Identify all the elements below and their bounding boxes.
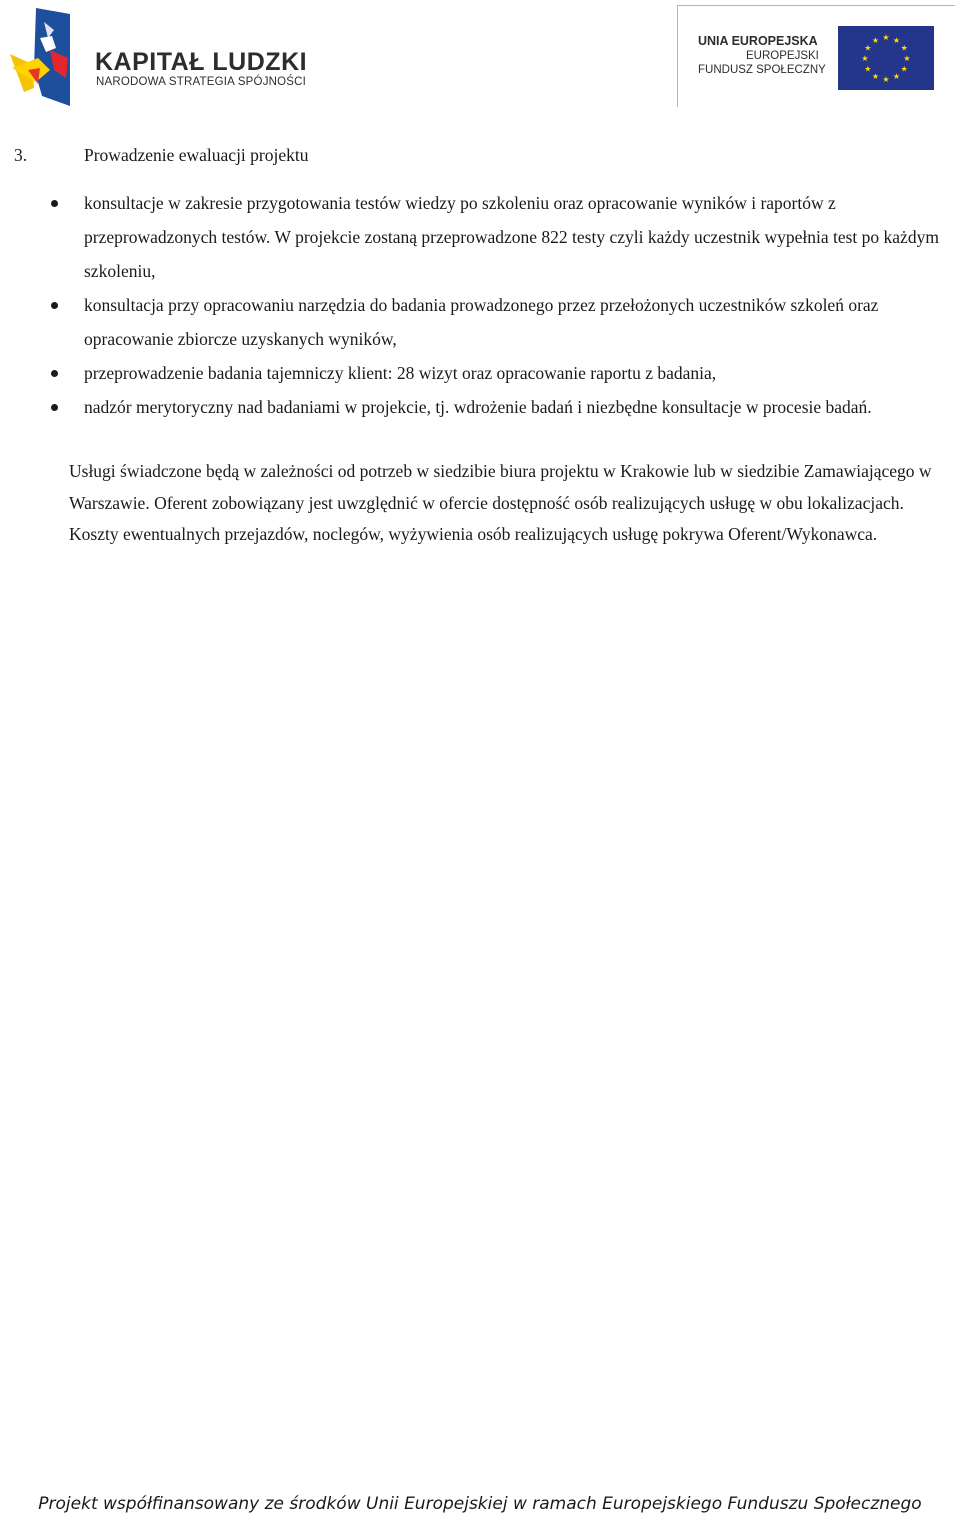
page-footer: Projekt współfinansowany ze środków Unii Europejskiej w ramach Europejskiego Funduszu Społecznego [38, 1494, 922, 1514]
svg-text:★: ★ [861, 54, 869, 63]
page-header [0, 0, 960, 115]
services-paragraph: Usługi świadczone będą w zależności od potrzeb w siedzibie biura projektu w Krakowie lub w siedzibie Zamawiającego w Warszawie. Oferent zobowiązany jest uwzględnić w ofercie dostępność osób realizujących usługę w obu lokalizacjach. Koszty ewentualnych przejazdów, noclegów, wyżywienia osób realizujących usługę pokrywa Oferent/Wykonawca. [69, 461, 932, 544]
eu-logo [677, 5, 955, 107]
list-item [0, 356, 960, 390]
svg-text:★: ★ [900, 64, 908, 74]
list-item [0, 186, 960, 288]
svg-text:★: ★ [892, 72, 901, 82]
section-title: Prowadzenie ewaluacji projektu [84, 145, 309, 165]
svg-text:★: ★ [882, 33, 890, 42]
bullet-text: nadzór merytoryczny nad badaniami w projekcie, tj. wdrożenie badań i niezbędne konsultacje w procesie badań. [84, 397, 872, 417]
bullet-icon [51, 370, 58, 377]
kapital-ludzki-logo [10, 8, 310, 108]
eu-logo-line1: UNIA EUROPEJSKA [698, 34, 818, 48]
kapital-ludzki-emblem-icon [10, 8, 74, 108]
svg-text:★: ★ [900, 43, 908, 53]
list-item [0, 390, 960, 424]
kapital-ludzki-title: KAPITAŁ LUDZKI [95, 48, 308, 76]
svg-text:★: ★ [882, 75, 890, 84]
bullet-icon [51, 404, 58, 411]
svg-text:★: ★ [871, 35, 880, 45]
eu-logo-line2: EUROPEJSKI [746, 50, 819, 62]
svg-text:★: ★ [871, 72, 880, 82]
section-heading [14, 145, 309, 166]
svg-text:★: ★ [892, 35, 901, 45]
svg-text:★: ★ [864, 43, 872, 53]
bullet-icon [51, 200, 58, 207]
list-item [0, 288, 960, 356]
section-number: 3. [14, 145, 28, 165]
bullet-text: przeprowadzenie badania tajemniczy klient: 28 wizyt oraz opracowanie raportu z badania, [84, 363, 717, 383]
bullet-text: konsultacja przy opracowaniu narzędzia do badania prowadzonego przez przełożonych uczestników szkoleń oraz opracowanie zbiorcze uzyskanych wyników, [84, 295, 879, 349]
kapital-ludzki-subtitle: NARODOWA STRATEGIA SPÓJNOŚCI [96, 76, 307, 88]
bullet-icon [51, 302, 58, 309]
svg-text:★: ★ [903, 54, 911, 63]
eu-logo-line3: FUNDUSZ SPOŁECZNY [698, 64, 826, 76]
eu-logo-text [698, 33, 826, 78]
eu-flag-icon [838, 26, 934, 90]
bullet-text: konsultacje w zakresie przygotowania testów wiedzy po szkoleniu oraz opracowanie wyników i raportów z przeprowadzonych testów. W projekcie zostaną przeprowadzone 822 testy czyli każdy uczestnik wypełnia test po każdym szkoleniu, [84, 193, 939, 281]
bullet-list [0, 186, 960, 424]
svg-text:★: ★ [864, 64, 872, 74]
